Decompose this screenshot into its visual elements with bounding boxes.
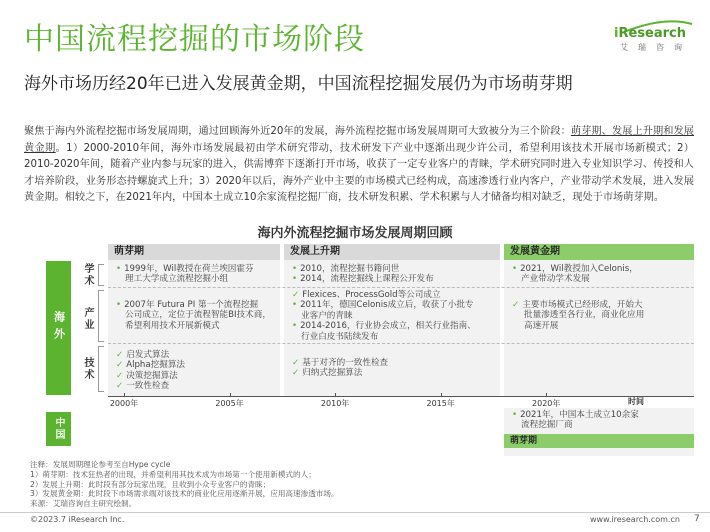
china-phase-label: 萌芽期 bbox=[504, 434, 694, 448]
time-axis-tick-label: 2010年 bbox=[320, 399, 350, 408]
logo-subtext: 艾瑞咨询 bbox=[620, 43, 692, 52]
time-axis-tick-mark bbox=[335, 393, 336, 397]
phase-header-sprout: 萌芽期 bbox=[108, 244, 280, 260]
event-academic-sprout: • 1999年，Wil教授在荷兰埃因霍芬 理工大学成立流程挖掘小组 bbox=[116, 264, 254, 285]
time-axis-tick-label: 2005年 bbox=[215, 399, 244, 408]
phase-header-rising: 发展上升期 bbox=[284, 244, 500, 260]
footer-divider bbox=[0, 512, 710, 513]
row-bracket bbox=[98, 346, 104, 392]
time-axis-tick-label: 2020年 bbox=[532, 399, 561, 408]
row-divider bbox=[108, 287, 694, 288]
region-label-overseas: 海外 bbox=[46, 261, 71, 395]
time-axis-tick-label: 2000年 bbox=[109, 399, 139, 408]
event-china: • 2021年，中国本土成立10余家 流程挖掘厂商 bbox=[512, 410, 639, 431]
time-axis-tick-mark bbox=[441, 393, 442, 397]
footer-url[interactable]: www.iresearch.com.cn bbox=[590, 515, 680, 524]
footnotes: 注释：发展周期理论参考至自Hype cycle 1）萌芽期：技术狂热者的出现，并希望利用其技术成为市场第一个使用新模式的人； 2）发展上升期：此时段有部分玩家出现，且收到小众专业客户的青睐； 3）发展黄金期：此时段下市场需求端对该技术的商业化应用逐渐开展，应用高速渗透市场。 来源：艾瑞咨询自主研究绘制。 bbox=[30, 460, 339, 509]
time-axis-tick-mark bbox=[230, 393, 231, 397]
event-technology-sprout: ✓ 启发式算法 ✓ Alpha挖掘算法 ✓ 决策挖掘算法 ✓ 一致性检查 bbox=[116, 350, 186, 392]
time-axis-title: 时间 bbox=[628, 397, 644, 406]
region-label-china: 中国 bbox=[46, 412, 71, 446]
time-axis bbox=[108, 396, 694, 397]
event-academic-golden: • 2021，Wil教授加入Celonis， 产业带动学术发展 bbox=[512, 264, 638, 285]
event-industry-golden: ✓ 主要市场模式已经形成，开始大 批量渗透至各行业，商业化应用 高速开展 bbox=[512, 300, 645, 331]
event-academic-rising: • 2010，流程挖掘书籍问世 • 2014，流程挖掘线上课程公开发布 bbox=[292, 264, 434, 285]
page-title: 中国流程挖掘的市场阶段 bbox=[24, 22, 365, 57]
row-bracket bbox=[98, 264, 104, 286]
row-divider bbox=[108, 343, 694, 344]
time-axis-tick-label: 2015年 bbox=[426, 399, 455, 408]
row-label-industry: 产业 bbox=[82, 307, 93, 331]
event-industry-sprout: • 2007年 Futura PI 第一个流程挖掘 公司成立，定位于流程智能BI技术商， 希望利用技术开展新模式 bbox=[116, 300, 271, 331]
phase-header-golden: 发展黄金期 bbox=[504, 244, 694, 260]
body-paragraph: 聚焦于海内外流程挖掘市场发展周期，通过回顾海外近20年的发展，海外流程挖掘市场发展周期可大致被分为三个阶段：萌芽期、发展上升期和发展黄金期。1）2000-2010年间，海外市场发展最初由学术研究带动，技术研发下产业中逐渐出现少许公司，希望利用该技术开展市场新模式；2）2010-2020年间，随着产业内参与玩家的进入，供需博弈下逐渐打开市场，收获了一定专业客户的青睐，学术研究同时进入专业知识学习、传授和人才培养阶段，业务形态持螺旋式上升；3）2020年以后，海外产业中主要的市场模式已经构成，高速渗透行业内客户，产业带动学术发展，进入发展黄金期。相较之下，在2021年内，中国本土成立10余家流程挖掘厂商，技术研发积累、学术积累与人才储备均相对缺乏，现处于市场萌芽期。 bbox=[24, 126, 694, 203]
time-axis-tick-mark bbox=[546, 393, 547, 397]
chart-title: 海内外流程挖掘市场发展周期回顾 bbox=[257, 226, 453, 241]
row-bracket bbox=[98, 290, 104, 342]
logo-wordmark: iResearch bbox=[614, 26, 686, 41]
footer-copyright: ©2023.7 iResearch Inc. bbox=[30, 515, 125, 524]
page-number: 7 bbox=[694, 514, 700, 524]
highlight-phases: 萌芽期、发展上升期和发展黄金期 bbox=[24, 126, 694, 154]
iresearch-logo bbox=[614, 24, 694, 58]
subtitle: 海外市场历经20年已进入发展黄金期，中国流程挖掘发展仍为市场萌芽期 bbox=[24, 74, 573, 94]
row-label-academic: 学术 bbox=[82, 263, 93, 287]
row-label-technology: 技术 bbox=[82, 357, 93, 381]
time-axis-tick-mark bbox=[124, 393, 125, 397]
event-industry-rising: ✓ Flexices、ProcessGold等公司成立 • 2011年，德国Celonis成立后，收获了小批专 业客户的青睐 • 2014-2016，行业协会成立，相关行业指南、 行业白皮书陆续发布 bbox=[292, 290, 476, 342]
event-technology-rising: ✓ 基于对齐的一致性检查 ✓ 归纳式挖掘算法 bbox=[292, 358, 389, 379]
